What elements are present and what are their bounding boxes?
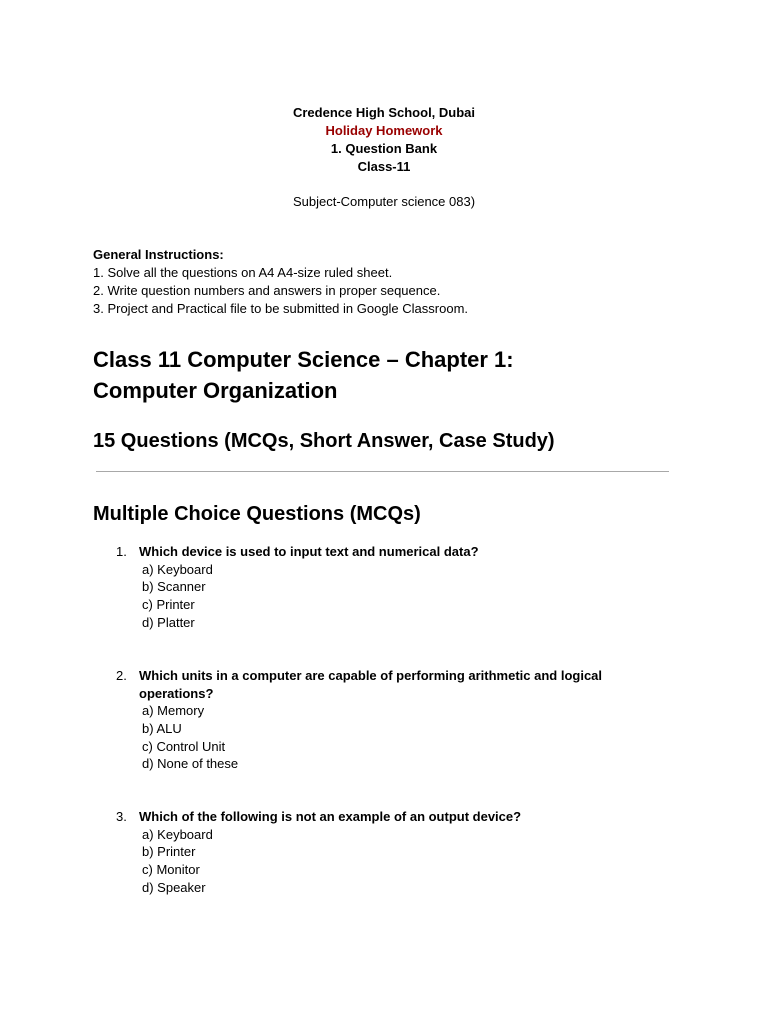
answer-option: a) Memory xyxy=(142,703,205,719)
answer-options xyxy=(142,702,676,773)
question-text: Which of the following is not an example of an output device? xyxy=(139,809,522,824)
answer-option: c) Control Unit xyxy=(142,738,226,754)
question-bank-label: 1. Question Bank xyxy=(330,141,438,156)
question-text: Which units in a computer are capable of performing arithmetic and logical operations? xyxy=(139,668,603,701)
horizontal-divider xyxy=(96,471,669,472)
answer-option: b) Scanner xyxy=(142,579,206,595)
instruction-item: 2. Write question numbers and answers in proper sequence. xyxy=(93,283,441,298)
questions-summary-title: 15 Questions (MCQs, Short Answer, Case Study) xyxy=(93,430,555,452)
school-name: Credence High School, Dubai xyxy=(292,105,476,120)
answer-option: c) Printer xyxy=(142,597,195,613)
class-label: Class-11 xyxy=(357,159,411,174)
mcq-question xyxy=(116,667,676,773)
answer-options xyxy=(142,561,676,632)
answer-option: a) Keyboard xyxy=(142,561,213,577)
instruction-item: 1. Solve all the questions on A4 A4-size ruled sheet. xyxy=(93,265,393,280)
mcq-question xyxy=(116,808,676,896)
answer-option: c) Monitor xyxy=(142,862,200,878)
mcq-section-title: Multiple Choice Questions (MCQs) xyxy=(93,503,421,525)
question-number: 3. xyxy=(116,809,127,824)
mcq-question xyxy=(116,543,676,631)
instruction-item: 3. Project and Practical file to be submitted in Google Classroom. xyxy=(93,301,469,316)
answer-option: d) Platter xyxy=(142,614,195,630)
chapter-title xyxy=(93,344,693,406)
chapter-title-line-1: Class 11 Computer Science – Chapter 1: xyxy=(93,347,514,372)
question-number: 1. xyxy=(116,544,127,559)
document-header xyxy=(0,104,768,176)
holiday-homework-label: Holiday Homework xyxy=(325,123,443,138)
question-number: 2. xyxy=(116,668,127,683)
answer-option: d) Speaker xyxy=(142,879,206,895)
answer-option: b) ALU xyxy=(142,721,182,737)
subject-line: Subject-Computer science 083) xyxy=(292,194,476,209)
answer-options xyxy=(142,826,676,897)
question-text: Which device is used to input text and numerical data? xyxy=(139,544,479,559)
instructions-heading: General Instructions: xyxy=(93,247,224,262)
answer-option: d) None of these xyxy=(142,756,239,772)
chapter-title-line-2: Computer Organization xyxy=(93,378,338,403)
general-instructions xyxy=(93,246,468,318)
answer-option: a) Keyboard xyxy=(142,826,213,842)
answer-option: b) Printer xyxy=(142,844,196,860)
